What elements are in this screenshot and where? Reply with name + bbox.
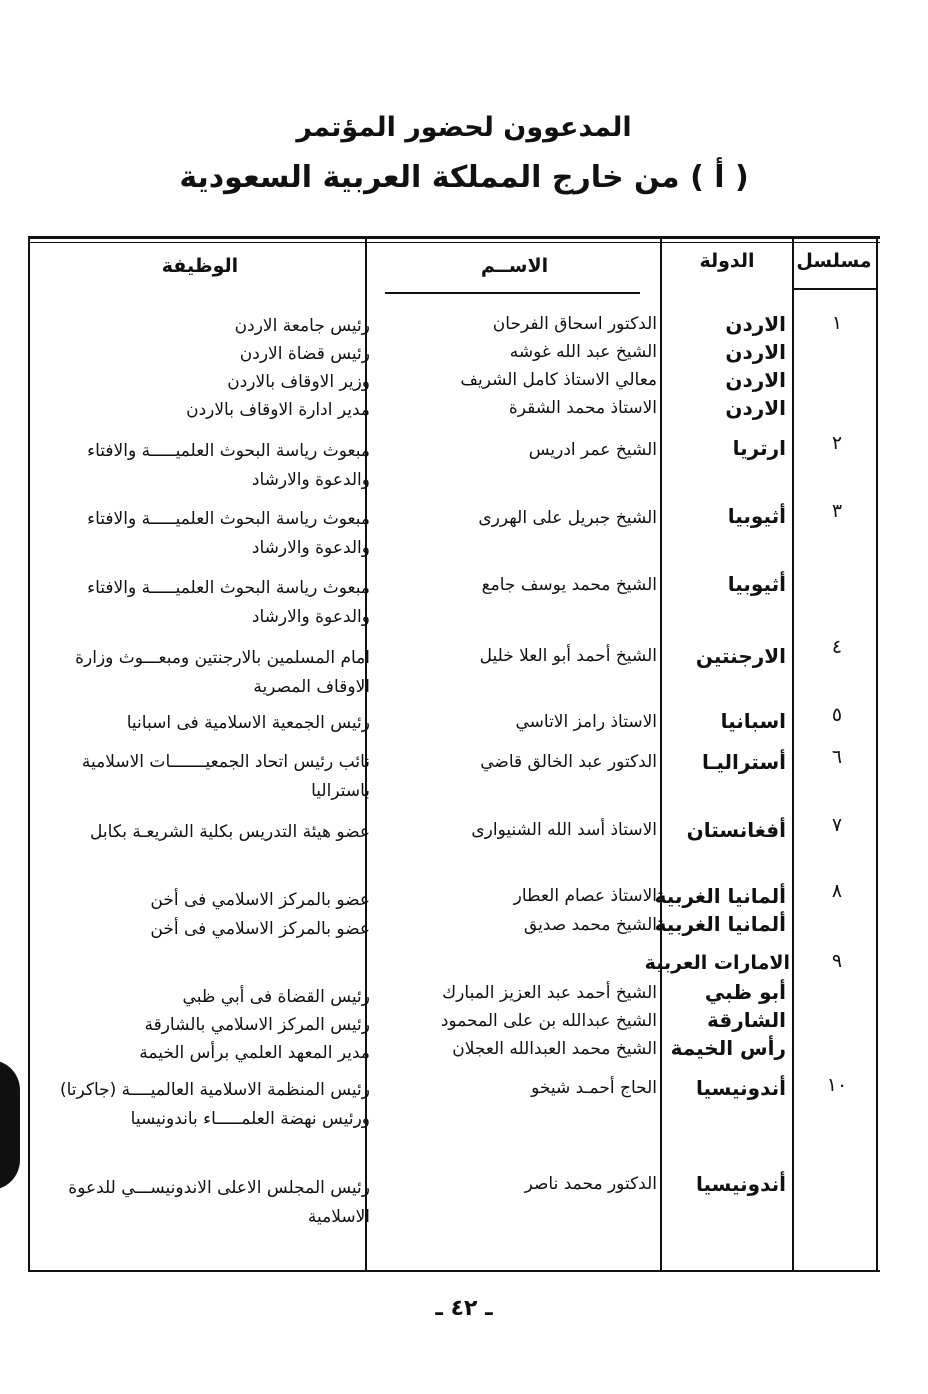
row-name: الشيخ جبريل على الهررى (478, 508, 657, 528)
row-job: مبعوث رياسة البحوث العلميـــــة والافتاء والدعوة والارشاد (87, 441, 370, 490)
row-name: الدكتور عبد الخالق قاضي (480, 752, 657, 772)
row-job: عضو بالمركز الاسلامي فى أخن (150, 919, 370, 939)
row-country: الاردن (725, 312, 786, 336)
page-number: ـ ٤٢ ـ (435, 1296, 493, 1321)
header-job: الوظيفة (161, 255, 239, 277)
row-name: الاستاذ عصام العطار (513, 886, 657, 906)
row-country: رأس الخيمة (670, 1036, 786, 1060)
row-name: الشيخ محمد العبدالله العجلان (452, 1039, 657, 1059)
row-job: رئيس الجمعية الاسلامية فى اسبانيا (126, 713, 370, 733)
row-name: الاستاذ أسد الله الشنيوارى (471, 820, 657, 840)
header-name: الاســم (480, 255, 549, 277)
row-name: الاستاذ رامز الاتاسي (515, 712, 657, 732)
row-job: امام المسلمين بالارجنتين ومبعـــوث وزارة الاوقاف المصرية (75, 648, 370, 697)
table-top-border-inner (28, 242, 880, 243)
header-serial: مسلسل (796, 250, 872, 272)
row-job: عضو هيئة التدريس بكلية الشريعـة بكابل (90, 822, 370, 842)
row-serial: ١ (831, 312, 843, 334)
row-name: الشيخ عبد الله غوشه (509, 342, 657, 362)
row-country: الاردن (725, 368, 786, 392)
row-serial: ٨ (831, 880, 843, 902)
header-underline (794, 288, 876, 290)
row-job: مدير المعهد العلمي برأس الخيمة (139, 1043, 370, 1063)
row-name: الشيخ محمد يوسف جامع (481, 575, 657, 595)
row-job: رئيس المجلس الاعلى الاندونيســـي للدعوة الاسلامية (68, 1178, 370, 1227)
row-job: رئيس القضاة فى أبي ظبي (182, 987, 370, 1007)
row-name: معالي الاستاذ كامل الشريف (460, 370, 657, 390)
row-country: اسبانيا (720, 709, 786, 733)
row-name: الدكتور اسحاق الفرحان (492, 314, 657, 334)
row-country: أفغانستان (686, 818, 786, 842)
header-underline (385, 292, 640, 294)
row-serial: ٤ (831, 636, 843, 658)
row-country: الاردن (725, 396, 786, 420)
row-job: رئيس المركز الاسلامي بالشارقة (144, 1015, 370, 1035)
row-job: رئيس قضاة الاردن (239, 344, 370, 364)
row-name: الحاج أحمـد شيخو (531, 1078, 657, 1098)
row-country: أثيوبيا (727, 572, 786, 596)
row-country: الاردن (725, 340, 786, 364)
row-name: الشيخ أحمد عبد العزيز المبارك (442, 983, 657, 1003)
row-job: عضو بالمركز الاسلامي فى أخن (150, 890, 370, 910)
row-serial: ٧ (831, 814, 843, 836)
row-job: وزير الاوقاف بالاردن (227, 372, 370, 392)
column-divider-country (660, 236, 662, 1272)
table-left-border (28, 236, 30, 1272)
row-serial: ٣ (831, 500, 843, 522)
row-name: الشيخ محمد صديق (523, 915, 657, 935)
row-country: ألمانيا الغربية (654, 912, 786, 936)
row-job: مدير ادارة الاوقاف بالاردن (186, 400, 370, 420)
row-serial: ١٠ (826, 1074, 848, 1096)
header-country: الدولة (699, 250, 755, 272)
row-serial: ٦ (831, 746, 843, 768)
row-name: الشيخ أحمد أبو العلا خليل (479, 646, 657, 666)
row-job: نائب رئيس اتحاد الجمعيـــــــات الاسلامية باستراليا (81, 752, 370, 801)
row-name: الدكتور محمد ناصر (524, 1174, 657, 1194)
row-country: أندونيسيا (695, 1172, 786, 1196)
row-job: رئيس المنظمة الاسلامية العالميــــة (جاكرتا) ورئيس نهضة العلمـــــاء باندونيسيا (59, 1080, 370, 1129)
row-country: الامارات العربية (644, 952, 790, 974)
row-country: أبو ظبي (704, 980, 786, 1004)
row-country: أثيوبيا (727, 504, 786, 528)
row-country: الشارقة (707, 1008, 786, 1032)
row-country: أستراليـا (701, 750, 786, 774)
scan-edge-shadow (0, 1060, 20, 1190)
page-subtitle: ( أ ) من خارج المملكة العربية السعودية (179, 160, 749, 195)
row-serial: ٩ (831, 950, 843, 972)
row-name: الاستاذ محمد الشقرة (508, 398, 657, 418)
row-country: ألمانيا الغربية (654, 884, 786, 908)
table-bottom-border (28, 1270, 880, 1272)
row-serial: ٥ (831, 704, 843, 726)
page-title: المدعوون لحضور المؤتمر (296, 112, 632, 143)
row-job: رئيس جامعة الاردن (234, 316, 370, 336)
row-country: ارتريا (732, 436, 786, 460)
row-country: الارجنتين (695, 644, 786, 668)
row-serial: ٢ (831, 432, 843, 454)
row-job: مبعوث رياسة البحوث العلميـــــة والافتاء والدعوة والارشاد (87, 578, 370, 627)
table-top-border (28, 236, 880, 239)
row-name: الشيخ عبدالله بن على المحمود (440, 1011, 657, 1031)
row-name: الشيخ عمر ادريس (528, 440, 657, 460)
row-country: أندونيسيا (695, 1076, 786, 1100)
row-job: مبعوث رياسة البحوث العلميـــــة والافتاء والدعوة والارشاد (87, 509, 370, 558)
